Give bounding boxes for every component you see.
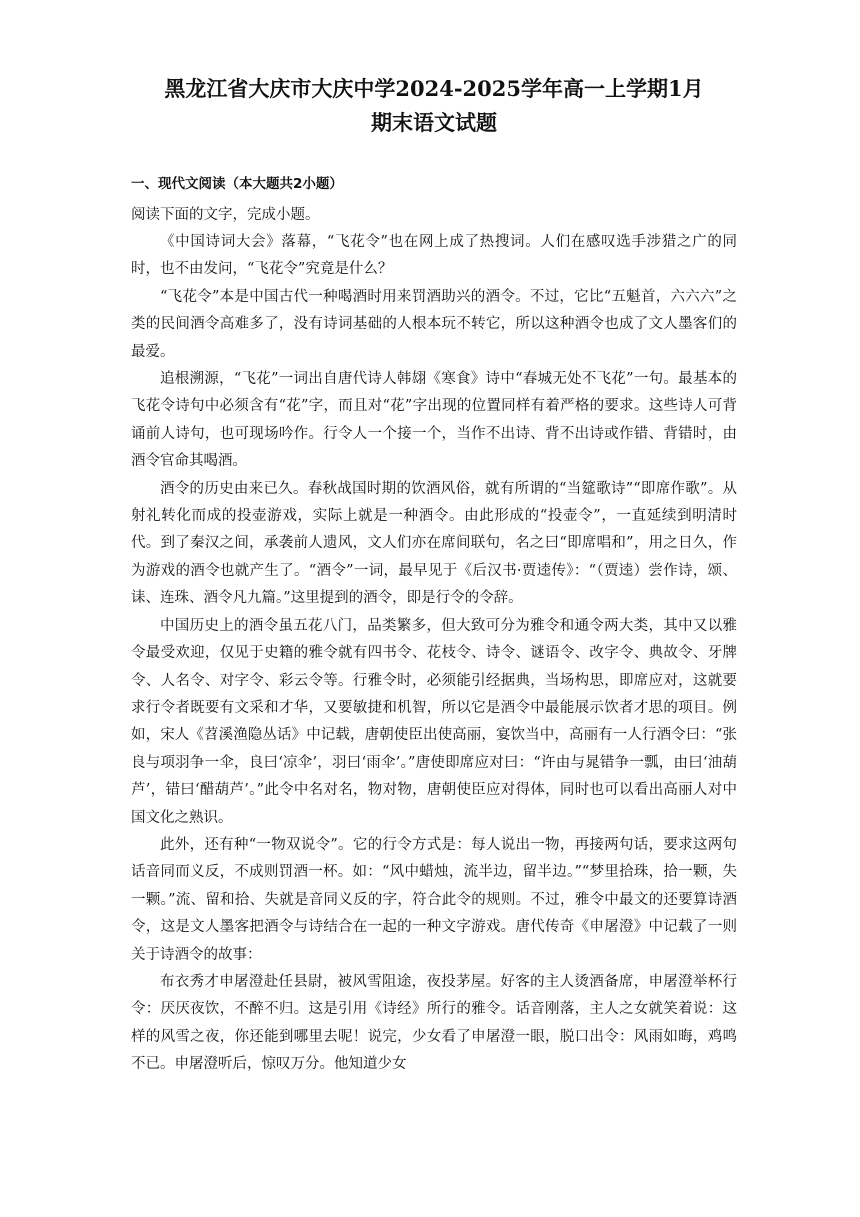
document-title — [131, 72, 737, 140]
reading-instruction: 阅读下面的文字，完成小题。 — [131, 207, 320, 223]
paragraph-6: 此外，还有种“一物双说令”。它的行令方式是：每人说出一物，再接两句话，要求这两句话音同而义反，不成则罚酒一杯。如：“风中蜡烛，流半边，留半边。”“梦里拾珠，拾一颗，失一颗。”流、留和拾、失就是音同义反的字，符合此令的规则。不过，雅令中最文的还要算诗酒令，这是文人墨客把酒令与诗结合在一起的一种文字游戏。唐代传奇《申屠澄》中记载了一则关于诗酒令的故事： — [131, 836, 737, 963]
paragraph-2: “飞花令”本是中国古代一种喝酒时用来罚酒助兴的酒令。不过，它比“五魁首，六六六”之类的民间酒令高难多了，没有诗词基础的人根本玩不转它，所以这种酒令也成了文人墨客们的最爱。 — [131, 288, 737, 360]
paragraph-5: 中国历史上的酒令虽五花八门，品类繁多，但大致可分为雅令和通令两大类，其中又以雅令最受欢迎，仅见于史籍的雅令就有四书令、花枝令、诗令、谜语令、改字令、典故令、牙牌令、人名令、对字令、彩云令等。行雅令时，必须能引经据典，当场构思，即席应对，这就要求行令者既要有文采和才华，又要敏捷和机智，所以它是酒令中最能展示饮者才思的项目。例如，宋人《苕溪渔隐丛话》中记载，唐朝使臣出使高丽，宴饮当中，高丽有一人行酒令曰：“张良与项羽争一伞，良曰‘凉伞’，羽曰‘雨伞’。”唐使即席应对曰：“许由与晁错争一瓢，由曰‘油葫芦’，错曰‘醋葫芦’。”此令中名对名，物对物，唐朝使臣应对得体，同时也可以看出高丽人对中国文化之熟识。 — [131, 617, 737, 826]
paragraph-4: 酒令的历史由来已久。春秋战国时期的饮酒风俗，就有所谓的“当筵歌诗”“即席作歌”。从射礼转化而成的投壶游戏，实际上就是一种酒令。由此形成的“投壶令”，一直延续到明清时代。到了秦汉之间，承袭前人遗风，文人们亦在席间联句，名之曰“即席唱和”，用之日久，作为游戏的酒令也就产生了。“酒令”一词，最早见于《后汉书·贾逵传》：“（贾逵）尝作诗，颂、诔、连珠、酒令凡九篇。”这里提到的酒令，即是行令的令辞。 — [131, 480, 737, 607]
title-line-1: 黑龙江省大庆市大庆中学2024-2025学年高一上学期1月 — [164, 76, 704, 101]
section-heading: 一、现代文阅读（本大题共2小题） — [131, 176, 343, 192]
title-line-2: 期末语文试题 — [371, 110, 497, 135]
paragraph-1: 《中国诗词大会》落幕，“飞花令”也在网上成了热搜词。人们在感叹选手涉猎之广的同时，也不由发问，“飞花令”究竟是什么？ — [131, 234, 737, 278]
paragraph-7: 布衣秀才申屠澄赴任县尉，被风雪阻途，夜投茅屋。好客的主人烫酒备席，申屠澄举杯行令：厌厌夜饮，不醉不归。这是引用《诗经》所行的雅令。话音刚落，主人之女就笑着说：这样的风雪之夜，你还能到哪里去呢！说完，少女看了申屠澄一眼，脱口出令：风雨如晦，鸡鸣不已。申屠澄听后，惊叹万分。他知道少女 — [131, 973, 737, 1073]
paragraph-3: 追根溯源，“飞花”一词出自唐代诗人韩翃《寒食》诗中“春城无处不飞花”一句。最基本的飞花令诗句中必须含有“花”字，而且对“花”字出现的位置同样有着严格的要求。这些诗人可背诵前人诗句，也可现场吟作。行令人一个接一个，当作不出诗、背不出诗或作错、背错时，由酒令官命其喝酒。 — [131, 371, 737, 470]
